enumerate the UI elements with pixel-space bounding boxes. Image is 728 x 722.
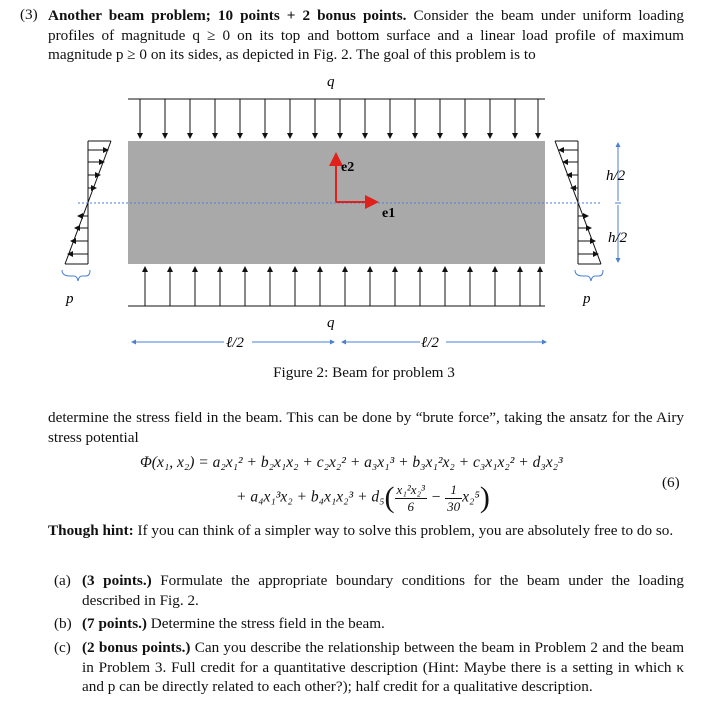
label-l-right: ℓ/2	[421, 335, 439, 351]
item-a: (a) (3 points.) Formulate the appropriate boundary conditions for the beam under the loading described in Fig. 2.	[54, 572, 684, 609]
figure-caption: Figure 2: Beam for problem 3	[273, 364, 455, 381]
hint-paragraph	[48, 521, 684, 541]
equation-number: (6)	[662, 474, 680, 491]
label-p-left: p	[66, 291, 74, 307]
hint-label: Though hint:	[48, 522, 134, 539]
problem-title: Another beam problem; 10 points + 2 bonus points.	[48, 7, 407, 24]
eq-frac-1: $\frac{\text{x₁²x₂³}}{6}$	[396, 481, 425, 514]
problem-number: (3)	[20, 6, 38, 23]
label-h-top: h/2	[606, 168, 626, 184]
bottom-load	[128, 267, 545, 306]
top-load	[128, 99, 545, 138]
equation-line-2: + a₄x₁³x₂ + b₄x₁x₂³ + d₅( $\frac{\text{x₁²x₂³}}{6}$ − $\frac{1}{30}$ x₂⁵)	[236, 481, 490, 514]
item-b: (b) (7 points.) Determine the stress field in the beam.	[54, 615, 385, 632]
label-e2: e2	[341, 160, 355, 175]
label-q-top: q	[327, 74, 335, 90]
body-text: determine the stress field in the beam. This can be done by “brute force”, taking the ansatz for the Airy stress potential	[48, 409, 684, 446]
equation-line-1: Φ(x₁, x₂) = a₂x₁² + b₂x₁x₂ + c₂x₂² + a₃x₁³ + b₃x₁²x₂ + c₃x₁x₂² + d₃x₂³	[140, 454, 563, 471]
right-side-load	[555, 141, 603, 281]
problem-intro-text: Consider the beam under uniform loading profiles of magnitude q ≥ 0 on its top and bottom surface and a linear load profile of maximum magnitude p ≥ 0 on its sides, as depicted in Fig. 2. The goal of this problem is to	[48, 7, 684, 63]
item-c: (c) (2 bonus points.) Can you describe the relationship between the beam in Problem 2 and the beam in Problem 3. Full credit for a quantitative description (Hint: Maybe there is a setting in which κ and p can be directly related to each other?); half credit for a qualitative description.	[54, 639, 685, 695]
label-p-right: p	[583, 291, 591, 307]
eq-frac-2: $\frac{1}{30}$	[447, 481, 461, 514]
eq-line2-a: + a₄x₁³x₂ + b₄x₁x₂³ + d₅	[236, 488, 385, 506]
left-side-load	[62, 141, 111, 281]
label-l-left: ℓ/2	[226, 335, 244, 351]
label-e1: e1	[382, 206, 396, 221]
eq-tail: x₂⁵	[462, 488, 480, 506]
hint-text: If you can think of a simpler way to solve this problem, you are absolutely free to do so.	[137, 522, 674, 539]
label-h-bottom: h/2	[608, 230, 628, 246]
beam-figure	[0, 0, 728, 360]
eq-minus: −	[430, 488, 442, 506]
label-q-bottom: q	[327, 315, 335, 331]
